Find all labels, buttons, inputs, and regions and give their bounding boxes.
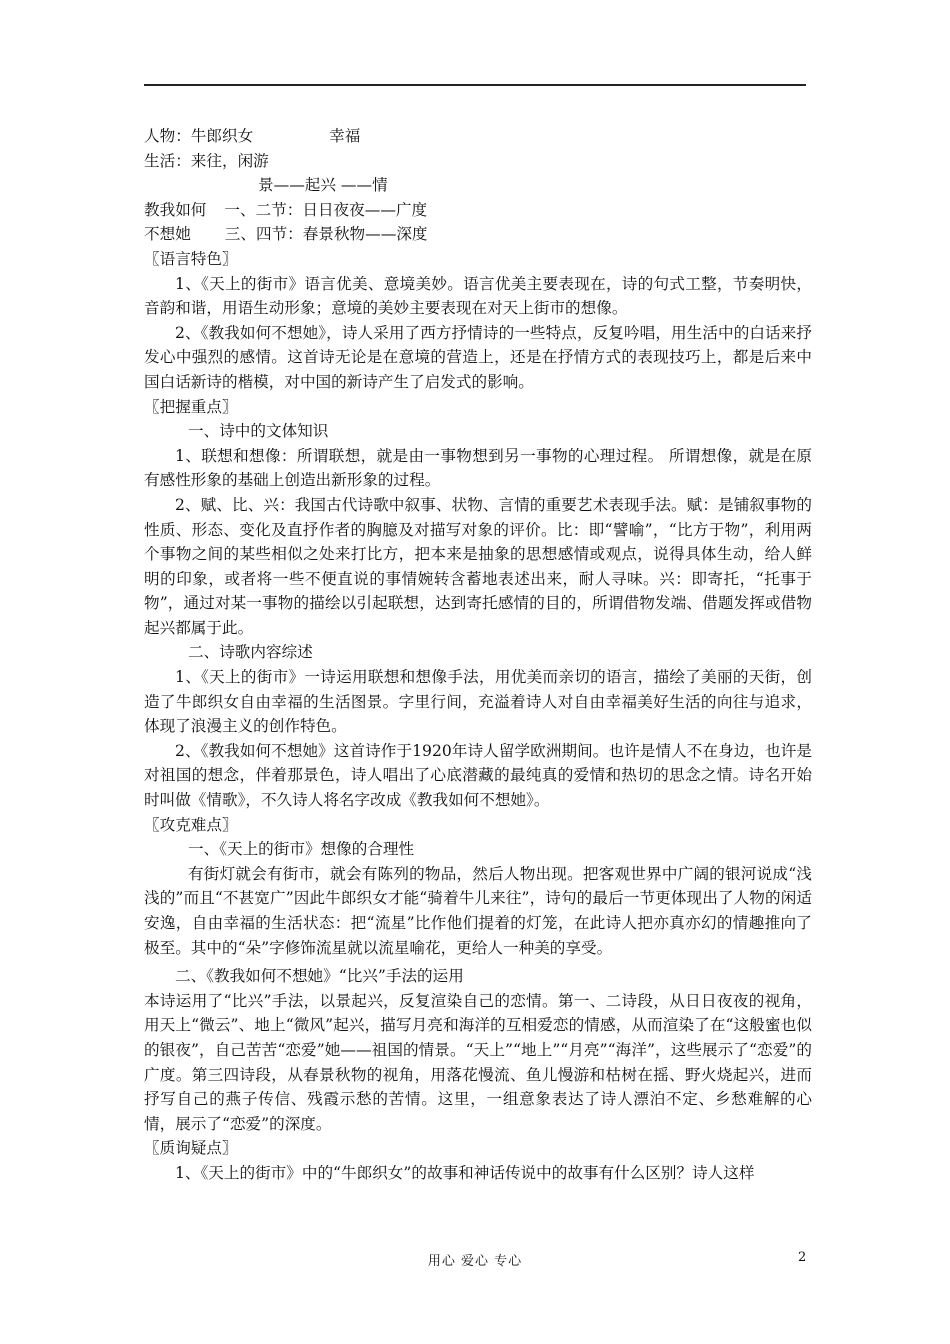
- life-line: 生活：来往，闲游: [144, 151, 269, 170]
- question-paragraph-1: 1、《天上的街市》中的“牛郎织女”的故事和神话传说中的故事有什么区别？诗人这样: [175, 1163, 755, 1182]
- subheading-genre-knowledge: 一、诗中的文体知识: [188, 422, 329, 441]
- language-paragraph-2: 2、《教我如何不想她》，诗人采用了西方抒情诗的一些特点，反复吟唱，用生活中的白话来抒发心中强烈的感情。这首诗无论是在意境的营造上，还是在抒情方式的表现技巧上，都是后来中国白话新诗的楷模，对中国的新诗产生了启发式的影响。: [144, 323, 812, 391]
- language-paragraph-1: 1、《天上的街市》语言优美、意境美妙。语言优美主要表现在，诗的句式工整，节奏明快，音韵和谐，用语生动形象；意境的美妙主要表现在对天上街市的想像。: [144, 274, 812, 318]
- keypoint-paragraph-4: 2、《教我如何不想她》这首诗作于1920年诗人留学欧洲期间。也许是情人不在身边，也许是对祖国的想念，伴着那景色，诗人唱出了心底潜藏的最纯真的爱情和热切的思念之情。诗名开始时叫做《情歌》，不久诗人将名字改成《教我如何不想她》。: [144, 741, 812, 810]
- keypoint-paragraph-2: 2、赋、比、兴：我国古代诗歌中叙事、状物、言情的重要艺术表现手法。赋：是铺叙事物的性质、形态、变化及直抒作者的胸臆及对描写对象的评价。比：即“譬喻”，“比方于物”，利用两个事物之间的某些相似之处来打比方，把本来是抽象的思想感情或观点，说得具体生动，给人鲜明的印象，或者将一些不便直说的事情婉转含蓄地表述出来，耐人寻味。兴：即寄托，“托事于物”，通过对某一事物的描绘以引起联想，达到寄托感情的目的，所谓借物发端、借题发挥或借物起兴都属于此。: [144, 495, 812, 637]
- subheading-content-summary: 二、诗歌内容综述: [188, 643, 313, 662]
- subheading-bixing: 二、《教我如何不想她》“比兴”手法的运用: [175, 967, 464, 986]
- section-heading-key-points: 〖把握重点〗: [144, 397, 238, 416]
- keypoint-paragraph-1: 1、联想和想像：所谓联想，就是由一事物想到另一事物的心理过程。 所谓想像，就是在原有感性形象的基础上创造出新形象的过程。: [144, 446, 812, 490]
- difficulty-paragraph-1: 有街灯就会有街市，就会有陈列的物品，然后人物出现。把客观世界中广阔的银河说成“浅浅的”而且“不甚宽广”因此牛郎织女才能“骑着牛儿来往”，诗句的最后一节更体现出了人物的闲适安逸，自由幸福的生活状态：把“流星”比作他们提着的灯笼，在此诗人把亦真亦幻的情趣推向了极至。其中的“朵”字修饰流星就以流星喻花，更给人一种美的享受。: [144, 864, 812, 957]
- document-body: [144, 124, 812, 1186]
- characters-line: [144, 124, 812, 149]
- footer-motto: 用心 爱心 专心: [427, 1254, 523, 1269]
- page-number: 2: [798, 1250, 807, 1265]
- outline-depth: 三、四节：春景秋物——深度: [224, 225, 428, 244]
- outline-line-2: [144, 222, 812, 247]
- keypoint-paragraph-3: 1、《天上的街市》一诗运用联想和想像手法，用优美而亲切的语言，描绘了美丽的天街，创造了牛郎织女自由幸福的生活图景。字里行间，充溢着诗人对自由幸福美好生活的向往与追求，体现了浪漫主义的创作特色。: [144, 668, 812, 736]
- scene-emotion-line: 景——起兴 ——情: [258, 176, 388, 195]
- characters-label: 人物：牛郎织女: [144, 127, 254, 145]
- section-heading-language: 〖语言特色〗: [144, 249, 238, 268]
- section-heading-questions: 〖质询疑点〗: [144, 1139, 238, 1158]
- outline-breadth: 一、二节：日日夜夜——广度: [224, 200, 428, 219]
- section-heading-difficulties: 〖攻克难点〗: [144, 815, 238, 834]
- happiness-label: 幸福: [329, 127, 361, 145]
- difficulty-paragraph-2: 本诗运用了“比兴”手法，以景起兴，反复渲染自己的恋情。第一、二诗段，从日日夜夜的视角，用天上“微云”、地上“微风”起兴，描写月亮和海洋的互相爱恋的情感，从而渲染了在“这般蜜也似的银夜”，自己苦苦“恋爱”她——祖国的情景。“天上”“地上”“月亮”“海洋”，这些展示了“恋爱”的广度。第三四诗段，从春景秋物的视角，用落花慢流、鱼儿慢游和枯树在摇、野火烧起兴，进而抒写自己的燕子传信、残霞示愁的苦情。这里，一组意象表达了诗人漂泊不定、乡愁难解的心情，展示了“恋爱”的深度。: [144, 991, 812, 1133]
- poem-title-part-1: 教我如何: [144, 200, 207, 219]
- header-rule: [144, 84, 806, 86]
- outline-line-1: [144, 198, 812, 223]
- poem-title-part-2: 不想她: [144, 225, 191, 244]
- subheading-imagination: 一、《天上的街市》想像的合理性: [188, 840, 415, 859]
